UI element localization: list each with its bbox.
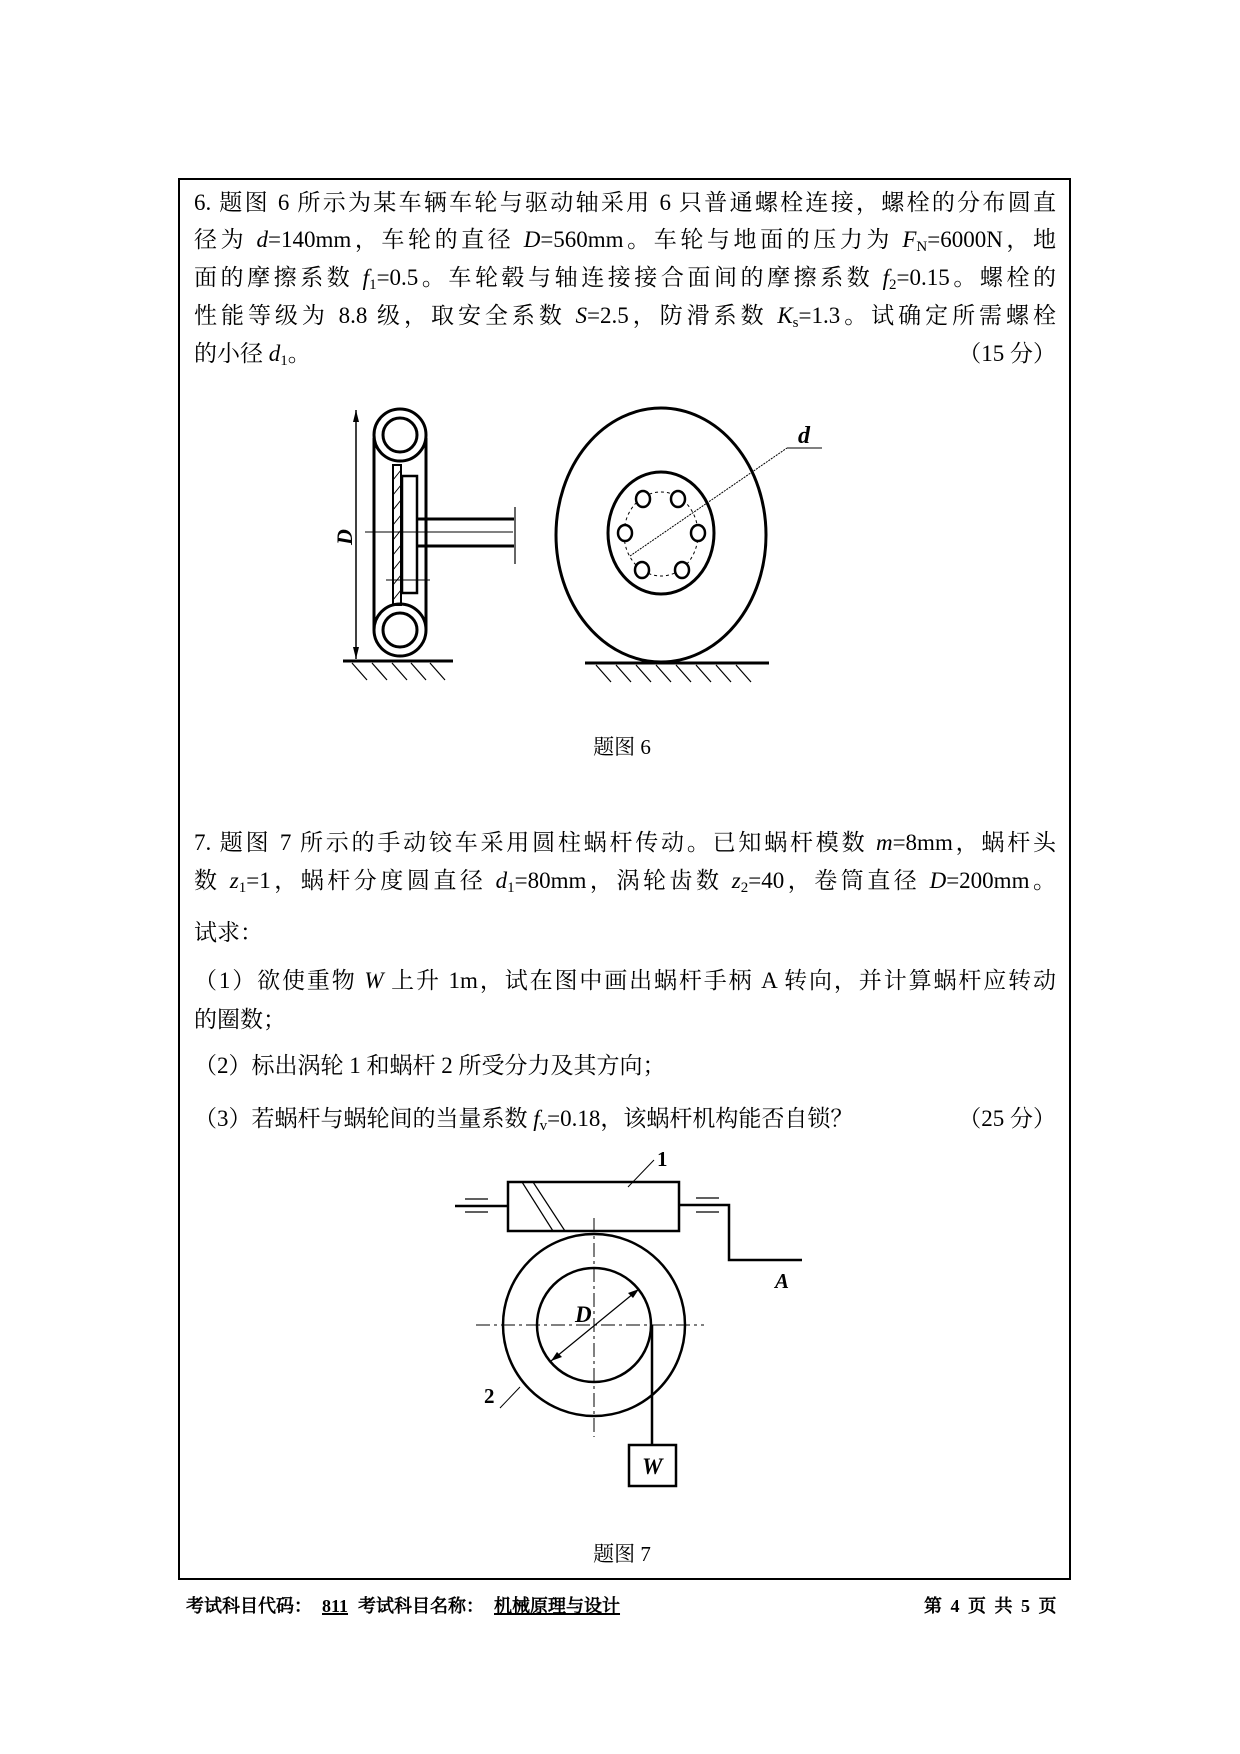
subscript: 1 — [369, 277, 377, 293]
drum-diameter-label-D: D — [575, 1302, 592, 1327]
text-segment: =0.15。螺栓的 — [896, 265, 1057, 290]
variable: F — [902, 227, 917, 252]
text-segment: （1）欲使重物 — [194, 968, 365, 993]
score-label: （15 分） — [958, 341, 1056, 366]
subject-name-label: 考试科目名称： — [358, 1596, 485, 1616]
text-segment: （3）若蜗杆与蜗轮间的当量系数 — [194, 1106, 534, 1131]
text-segment: =0.18，该蜗杆机构能否自锁？ — [547, 1106, 854, 1131]
text-segment: =1.3。试确定所需螺栓 — [798, 303, 1056, 328]
worm-wheel-label-2: 2 — [484, 1384, 495, 1408]
text-segment: 试求： — [194, 920, 263, 945]
variable: S — [575, 303, 588, 328]
variable: f — [533, 1106, 540, 1131]
handle-label-A: A — [775, 1269, 790, 1293]
text-segment: =6000N，地 — [927, 227, 1056, 252]
text-segment: 径为 — [194, 227, 257, 252]
variable: z — [731, 868, 741, 893]
text-segment: 上升 1m，试在图中画出蜗杆手柄 A 转向，并计算蜗杆应转动 — [383, 968, 1056, 993]
variable: d — [495, 868, 508, 893]
subscript: N — [916, 239, 928, 255]
text-segment: =560mm。车轮与地面的压力为 — [540, 227, 903, 252]
variable: D — [929, 868, 947, 893]
page-number: 第 4 页 共 5 页 — [924, 1596, 1057, 1616]
subscript: 1 — [280, 353, 288, 369]
variable: f — [362, 265, 370, 290]
dimension-label-D: D — [332, 529, 357, 545]
variable: d — [256, 227, 269, 252]
wheel-front-view — [556, 408, 822, 682]
variable: K — [777, 303, 793, 328]
text-segment: 的圈数； — [194, 1007, 286, 1032]
text-segment: =80mm，涡轮齿数 — [514, 868, 732, 893]
variable: z — [229, 868, 239, 893]
text-segment: 6. 题图 6 所示为某车辆车轮与驱动轴采用 6 只普通螺栓连接，螺栓的分布圆直 — [194, 190, 1056, 215]
variable: m — [875, 830, 893, 855]
subject-code: 811 — [322, 1596, 349, 1616]
variable: W — [364, 968, 384, 993]
footer-subject-info — [186, 1592, 630, 1618]
weight-label-W: W — [642, 1454, 663, 1479]
text-segment: 7. 题图 7 所示的手动铰车采用圆柱蜗杆传动。已知蜗杆模数 — [194, 830, 876, 855]
text-segment: =8mm，蜗杆头 — [892, 830, 1056, 855]
variable: f — [882, 265, 890, 290]
variable: d — [268, 341, 281, 366]
subscript: 2 — [889, 277, 897, 293]
subscript: 2 — [740, 880, 749, 896]
figure-7-diagram — [455, 1160, 802, 1486]
subject-code-label: 考试科目代码： — [186, 1596, 312, 1616]
text-segment: =0.5。车轮毂与轴连接接合面间的摩擦系数 — [376, 265, 883, 290]
text-segment: 面的摩擦系数 — [194, 265, 363, 290]
bolt-holes — [618, 491, 705, 578]
text-segment: （2）标出涡轮 1 和蜗杆 2 所受分力及其方向； — [194, 1053, 666, 1078]
variable: D — [523, 227, 541, 252]
text-segment: =40，卷筒直径 — [748, 868, 930, 893]
text-segment: =2.5，防滑系数 — [587, 303, 778, 328]
text-segment: =200mm。 — [946, 868, 1056, 893]
text-segment: 数 — [194, 868, 230, 893]
text-segment: 的小径 — [194, 341, 269, 366]
text-segment: =140mm，车轮的直径 — [268, 227, 524, 252]
subscript: 1 — [238, 880, 247, 896]
dimension-label-d: d — [798, 423, 810, 449]
score-label: （25 分） — [958, 1106, 1056, 1131]
worm-label-1: 1 — [657, 1147, 668, 1171]
subscript: v — [539, 1118, 548, 1134]
text-segment: =1，蜗杆分度圆直径 — [246, 868, 496, 893]
text-segment: 性能等级为 8.8 级，取安全系数 — [194, 303, 576, 328]
subscript: 1 — [507, 880, 515, 896]
text-segment: 。 — [287, 341, 311, 366]
figure-7-caption: 题图 7 — [593, 1542, 651, 1566]
subject-name: 机械原理与设计 — [494, 1596, 621, 1616]
wheel-side-view — [343, 409, 515, 680]
subscript: s — [792, 315, 799, 331]
figure-6-caption: 题图 6 — [593, 735, 651, 759]
